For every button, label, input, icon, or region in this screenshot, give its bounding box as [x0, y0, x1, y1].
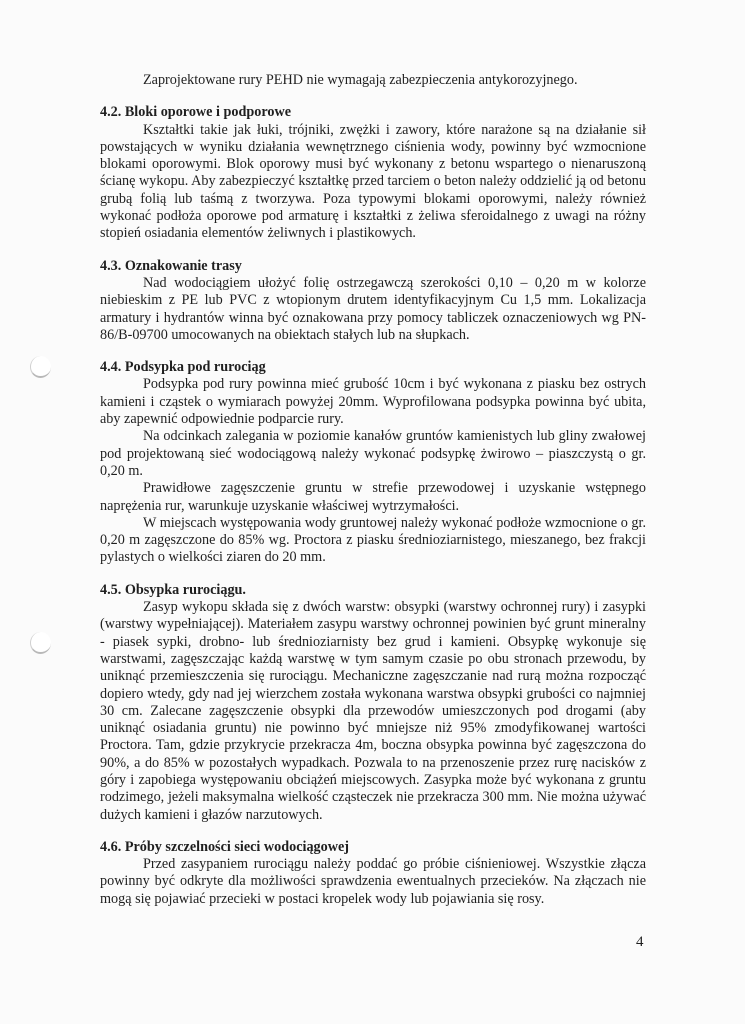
section-4-3: [100, 258, 646, 344]
section-heading: 4.6. Próby szczelności sieci wodociągowej: [100, 838, 350, 855]
punch-hole-mark: [30, 632, 51, 654]
document-page: [100, 72, 646, 923]
intro-paragraph: Zaprojektowane rury PEHD nie wymagają zabezpieczenia antykorozyjnego.: [143, 72, 578, 88]
paragraph: Przed zasypaniem rurociągu należy poddać go próbie ciśnieniowej. Wszystkie złącza powinny być odkryte dla możliwości sprawdzenia ewentualnych przecieków. Na złączach nie mogą się pojawiać przecieki w postaci kropelek wody lub pojawiania się rosy.: [100, 856, 646, 907]
punch-hole-mark: [30, 356, 51, 378]
section-heading: 4.2. Bloki oporowe i podporowe: [100, 104, 292, 121]
page-number: 4: [636, 934, 644, 950]
section-4-5: [100, 582, 646, 824]
paragraph: W miejscach występowania wody gruntowej należy wykonać podłoże wzmocnione o gr. 0,20 m zagęszczone do 85% wg. Proctora z piasku średnioziarnistego, mieszanego, bez frakcji pylastych o wielkości ziaren do 20 mm.: [100, 514, 646, 566]
section-4-4: [100, 359, 646, 567]
paragraph: Nad wodociągiem ułożyć folię ostrzegawczą szerokości 0,10 – 0,20 m w kolorze niebieskim z PE lub PVC z wtopionym drutem identyfikacyjnym Cu 1,5 mm. Lokalizacja armatury i hydrantów winna być oznakowana przy pomocy tabliczek oznaczeniowych wg PN-86/B-09700 umocowanych na obiektach stałych lub na słupkach.: [100, 274, 646, 343]
section-heading: 4.4. Podsypka pod rurociąg: [100, 359, 266, 376]
paragraph: Na odcinkach zalegania w poziomie kanałów gruntów kamienistych lub gliny zwałowej pod projektowaną sieć wodociągową należy wykonać podsypkę żwirowo – piaszczystą o gr. 0,20 m.: [100, 428, 646, 479]
paragraph: Prawidłowe zagęszczenie gruntu w strefie przewodowej i uzyskanie wstępnego naprężenia rur, warunkuje uzyskanie właściwej wytrzymałości.: [100, 480, 646, 514]
paragraph: Zasyp wykopu składa się z dwóch warstw: obsypki (warstwy ochronnej rury) i zasypki (warstwy wypełniającej). Materiałem zasypu warstwy ochronnej powinien być grunt mineralny - piasek sypki, drobno- lub średnioziarnisty bez grud i kamieni. Obsypkę wykonuje się warstwami, zagęszczając każdą warstwę w tym samym czasie po obu stronach przewodu, by uniknąć przemieszczenia się rurociągu. Mechaniczne zagęszczanie nad rurą można rozpocząć dopiero wtedy, gdy nad jej wierzchem została wykonana warstwa obsypki grubości co najmniej 30 cm. Zalecane zagęszczenie obsypki dla przewodów umieszczonych pod drogami (aby uniknąć osiadania gruntu) nie powinno być mniejsze niż 95% zmodyfikowanej wartości Proctora. Tam, gdzie przykrycie przekracza 4m, boczna obsypka powinna być zagęszczona do 90%, a do 85% w pozostałych wypadkach. Pozwala to na przenoszenie przez rurę nacisków z góry i zapobiega występowaniu obciążeń miejscowych. Zasypka może być wykonana z gruntu rodzimego, jeżeli maksymalna wielkość cząsteczek nie przekracza 300 mm. Nie można używać dużych kamieni i głazów narzutowych.: [100, 599, 646, 823]
section-heading: 4.3. Oznakowanie trasy: [100, 257, 242, 274]
paragraph: Kształtki takie jak łuki, trójniki, zwężki i zawory, które narażone są na działanie sił powstających w wyniku działania wewnętrznego ciśnienia wody, powinny być wzmocnione blokami oporowymi. Blok oporowy musi być wykonany z betonu wspartego o nienaruszoną ścianę wykopu. Aby zabezpieczyć kształtkę przed tarciem o beton należy oddzielić ją od betonu grubą folią lub taśmą z tworzywa. Poza typowymi blokami oporowymi, należy również wykonać podłoża oporowe pod armaturę i kształtki z żeliwa sferoidalnego z uwagi na różny stopień osiadania elementów żeliwnych i plastikowych.: [100, 121, 646, 242]
paragraph: Podsypka pod rury powinna mieć grubość 10cm i być wykonana z piasku bez ostrych kamieni i cząstek o wymiarach powyżej 20mm. Wyprofilowana podsypka powinna być ubita, aby zapewnić odpowiednie podparcie rury.: [100, 376, 646, 428]
section-heading: 4.5. Obsypka rurociągu.: [100, 581, 246, 598]
section-4-2: [100, 104, 646, 242]
section-4-6: [100, 839, 646, 908]
